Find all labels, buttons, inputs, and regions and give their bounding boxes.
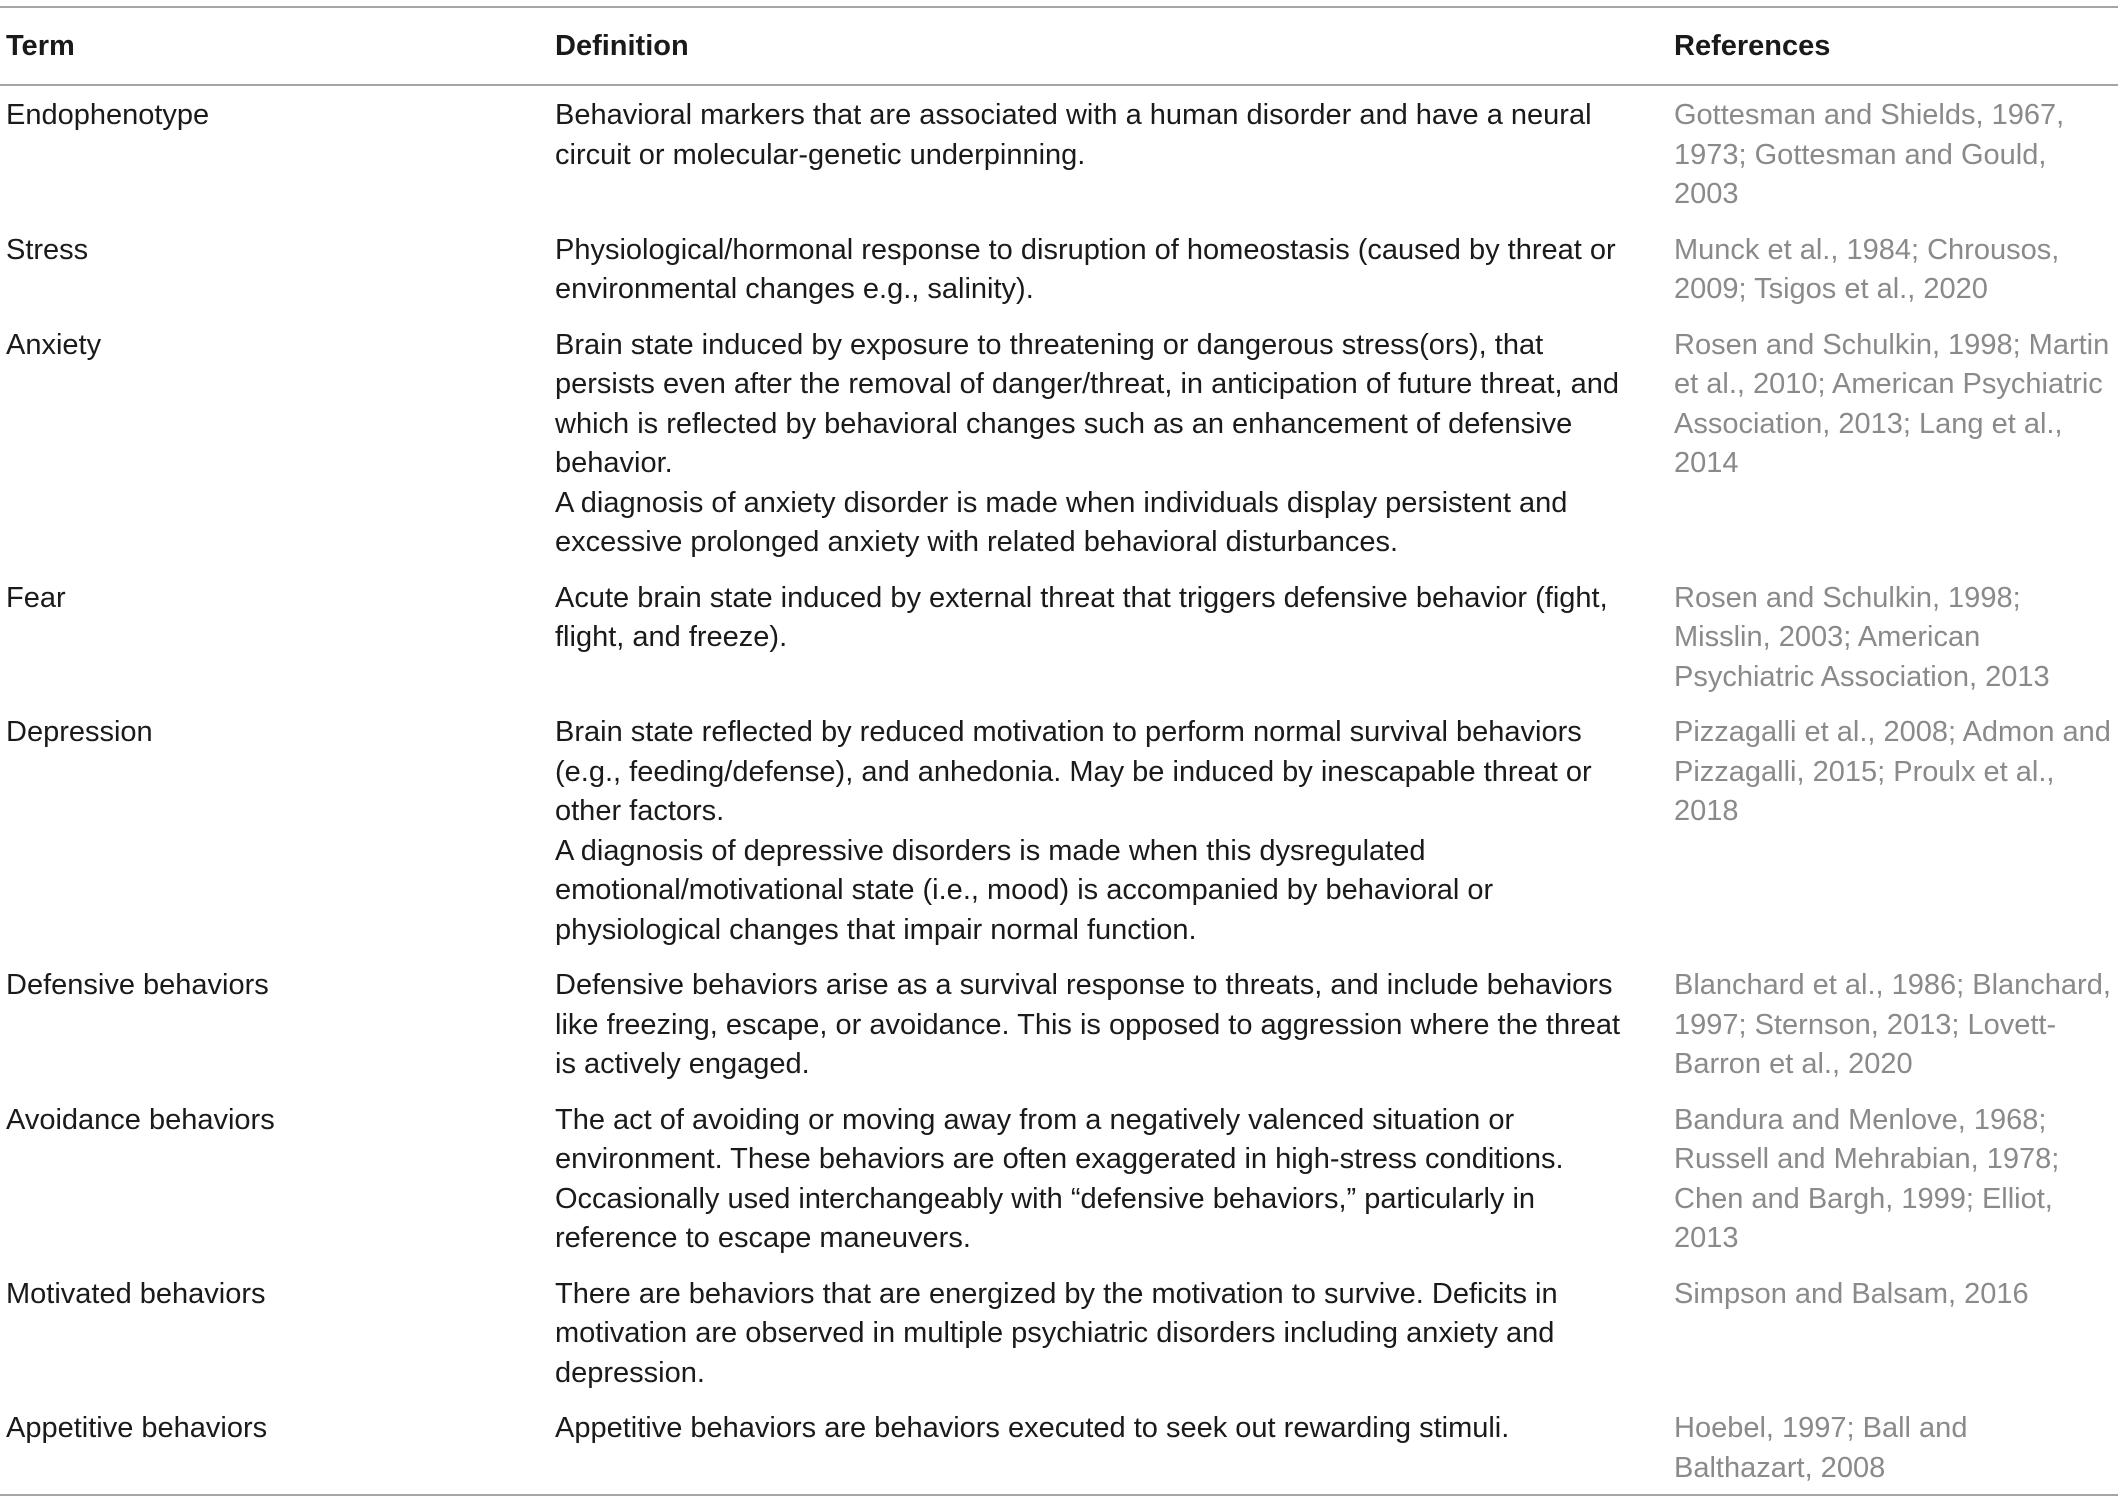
references-cell: Rosen and Schulkin, 1998; Martin et al., 2010; American Psychiatric Association, 2013; Lang et al., 2014 bbox=[1674, 328, 2110, 479]
definition-paragraph: There are behaviors that are energized by the motivation to survive. Deficits in motivation are observed in multiple psychiatric disorders including anxiety and depression. bbox=[555, 1277, 1558, 1389]
definitions-table bbox=[0, 6, 2118, 1496]
term-cell: Fear bbox=[6, 581, 66, 614]
definition-cell bbox=[549, 1399, 1668, 1495]
definition-cell bbox=[549, 221, 1668, 316]
definition-cell bbox=[549, 1265, 1668, 1400]
header-references: References bbox=[1674, 30, 1831, 62]
definition-paragraph: Brain state induced by exposure to threatening or dangerous stress(ors), that persists even after the removal of danger/threat, in anticipation of future threat, and which is reflected by behavioral changes such as an enhancement of defensive behavior. bbox=[555, 328, 1619, 479]
term-cell: Anxiety bbox=[6, 328, 102, 361]
definition-paragraph: Appetitive behaviors are behaviors executed to seek out rewarding stimuli. bbox=[555, 1412, 1510, 1444]
table-row bbox=[0, 703, 2118, 956]
table-row bbox=[0, 569, 2118, 704]
table-body bbox=[0, 85, 2118, 1495]
definition-cell bbox=[549, 1091, 1668, 1265]
table-row bbox=[0, 1265, 2118, 1400]
references-cell: Rosen and Schulkin, 1998; Misslin, 2003; American Psychiatric Association, 2013 bbox=[1674, 581, 2050, 693]
table-row bbox=[0, 956, 2118, 1091]
references-cell: Gottesman and Shields, 1967, 1973; Gottesman and Gould, 2003 bbox=[1674, 99, 2065, 210]
table-header bbox=[0, 7, 2118, 85]
definition-cell bbox=[549, 316, 1668, 569]
references-cell: Munck et al., 1984; Chrousos, 2009; Tsigos et al., 2020 bbox=[1674, 233, 2060, 305]
references-cell: Bandura and Menlove, 1968; Russell and Mehrabian, 1978; Chen and Bargh, 1999; Elliot, 2013 bbox=[1674, 1103, 2060, 1254]
references-cell: Pizzagalli et al., 2008; Admon and Pizzagalli, 2015; Proulx et al., 2018 bbox=[1674, 716, 2111, 827]
header-row bbox=[0, 7, 2118, 85]
table-row bbox=[0, 316, 2118, 569]
term-cell: Stress bbox=[6, 233, 89, 266]
term-cell: Depression bbox=[6, 716, 153, 748]
term-cell: Defensive behaviors bbox=[6, 969, 269, 1001]
table-row bbox=[0, 85, 2118, 221]
term-cell: Avoidance behaviors bbox=[6, 1103, 275, 1136]
term-cell: Appetitive behaviors bbox=[6, 1412, 268, 1444]
header-definition: Definition bbox=[555, 30, 689, 62]
term-cell: Endophenotype bbox=[6, 99, 210, 131]
definition-paragraph: Behavioral markers that are associated with a human disorder and have a neural circuit or molecular-genetic underpinning. bbox=[555, 99, 1592, 171]
definition-paragraph: The act of avoiding or moving away from a negatively valenced situation or environment. These behaviors are often exaggerated in high-stress conditions. Occasionally used interchangeably with “defensive behaviors,” particularly in reference to escape maneuvers. bbox=[555, 1103, 1564, 1254]
table-row bbox=[0, 221, 2118, 316]
header-term: Term bbox=[6, 30, 75, 62]
references-cell: Blanchard et al., 1986; Blanchard, 1997; Sternson, 2013; Lovett-Barron et al., 2020 bbox=[1674, 969, 2111, 1080]
definition-cell bbox=[549, 956, 1668, 1091]
term-cell: Motivated behaviors bbox=[6, 1277, 266, 1310]
references-cell: Simpson and Balsam, 2016 bbox=[1674, 1277, 2029, 1310]
definition-paragraph: Brain state reflected by reduced motivation to perform normal survival behaviors (e.g., feeding/defense), and anhedonia. May be induced by inescapable threat or other factors. bbox=[555, 716, 1592, 827]
definition-cell bbox=[549, 569, 1668, 704]
table-row bbox=[0, 1091, 2118, 1265]
definition-paragraph: A diagnosis of anxiety disorder is made when individuals display persistent and excessive prolonged anxiety with related behavioral disturbances. bbox=[555, 486, 1568, 558]
definition-paragraph: A diagnosis of depressive disorders is made when this dysregulated emotional/motivational state (i.e., mood) is accompanied by behavioral or physiological changes that impair normal function. bbox=[555, 834, 1494, 946]
table-row bbox=[0, 1399, 2118, 1495]
definitions-table-container bbox=[0, 6, 2118, 1496]
references-cell: Hoebel, 1997; Ball and Balthazart, 2008 bbox=[1674, 1412, 1968, 1484]
definition-cell bbox=[549, 703, 1668, 956]
definition-paragraph: Defensive behaviors arise as a survival response to threats, and include behaviors like freezing, escape, or avoidance. This is opposed to aggression where the threat is actively engaged. bbox=[555, 969, 1621, 1080]
definition-cell bbox=[549, 85, 1668, 221]
definition-paragraph: Physiological/hormonal response to disruption of homeostasis (caused by threat or environmental changes e.g., salinity). bbox=[555, 233, 1616, 305]
definition-paragraph: Acute brain state induced by external threat that triggers defensive behavior (fight, flight, and freeze). bbox=[555, 581, 1608, 653]
